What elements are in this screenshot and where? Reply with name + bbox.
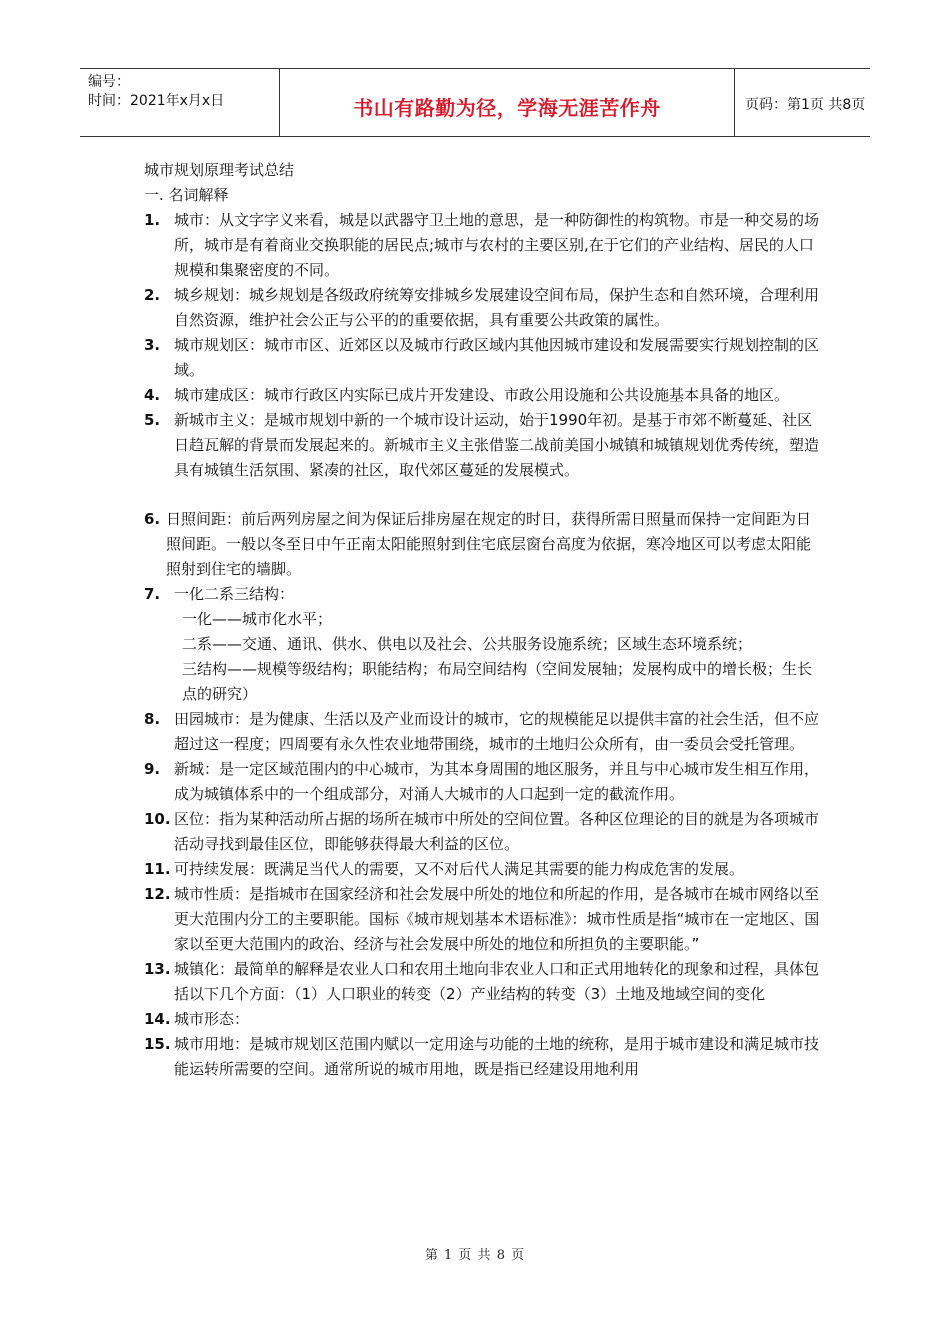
list-item	[144, 1032, 824, 1082]
page-footer: 第 1 页 共 8 页	[424, 1248, 526, 1263]
item-number: 3.	[144, 336, 161, 354]
item-number: 8.	[144, 710, 161, 728]
blank-line	[144, 483, 824, 507]
document-title: 城市规划原理考试总结	[144, 161, 295, 179]
item-text: 新城市主义：是城市规划中新的一个城市设计运动，始于1990年初。是基于市郊不断蔓延、社区日趋瓦解的背景而发展起来的。新城市主义主张借鉴二战前美国小城镇和城镇规划优秀传统，塑造具有城镇生活氛围、紧凑的社区，取代郊区蔓延的发展模式。	[174, 411, 820, 479]
header-motto-cell	[280, 69, 735, 136]
item-number: 4.	[144, 386, 161, 404]
list-item	[144, 1007, 824, 1032]
item-text: 城市：从文字字义来看，城是以武器守卫土地的意思，是一种防御性的构筑物。市是一种交易的场所，城市是有着商业交换职能的居民点;城市与农村的主要区别,在于它们的产业结构、居民的人口规模和集聚密度的不同。	[174, 211, 820, 279]
item-number: 1.	[144, 211, 161, 229]
item-number: 10.	[144, 810, 171, 828]
item-number: 11.	[144, 860, 171, 878]
list-item	[144, 208, 824, 283]
list-item	[144, 507, 824, 582]
item7-sub-line: 一化——城市化水平；	[182, 610, 333, 628]
list-item	[144, 707, 824, 757]
item-number: 5.	[144, 411, 161, 429]
item-text: 城市性质：是指城市在国家经济和社会发展中所处的地位和所起的作用，是各城市在城市网络以至更大范围内分工的主要职能。国标《城市规划基本术语标准》：城市性质是指“城市在一定地区、国家以至更大范围内的政治、经济与社会发展中所处的地位和所担负的主要职能。”	[174, 885, 820, 953]
item-text: 城镇化：最简单的解释是农业人口和农用土地向非农业人口和正式用地转化的现象和过程，具体包括以下几个方面：（1）人口职业的转变（2）产业结构的转变（3）土地及地域空间的变化	[174, 960, 820, 1003]
item-text: 田园城市：是为健康、生活以及产业而设计的城市，它的规模能足以提供丰富的社会生活，但不应超过这一程度；四周要有永久性农业地带围绕，城市的土地归公众所有，由一委员会受托管理。	[174, 710, 820, 753]
list-item	[144, 882, 824, 957]
document-body	[144, 158, 824, 1082]
item-text: 城市形态：	[174, 1010, 250, 1028]
item7-sub-line: 三结构——规模等级结构；职能结构；布局空间结构（空间发展轴；发展构成中的增长极；生长点的研究）	[182, 660, 813, 703]
header-page-cell	[735, 69, 870, 136]
item-number: 15.	[144, 1035, 171, 1053]
header-meta-cell	[80, 69, 280, 136]
item-number: 14.	[144, 1010, 171, 1028]
item-number: 6.	[144, 510, 161, 528]
page-code: 页码：第1页 共8页	[745, 97, 866, 113]
section-heading: 一. 名词解释	[144, 186, 229, 204]
list-item	[144, 408, 824, 483]
item-text: 区位：指为某种活动所占据的场所在城市中所处的空间位置。各种区位理论的目的就是为各项城市活动寻找到最佳区位，即能够获得最大利益的区位。	[174, 810, 820, 853]
list-item	[144, 333, 824, 383]
item-number: 9.	[144, 760, 161, 778]
list-item	[144, 857, 824, 882]
header-table	[80, 68, 870, 137]
item-number: 2.	[144, 286, 161, 304]
list-item	[144, 807, 824, 857]
serial-label: 编号：	[88, 74, 130, 90]
list-item	[144, 582, 824, 707]
item-text: 城市建成区：城市行政区内实际已成片开发建设、市政公用设施和公共设施基本具备的地区。	[174, 386, 790, 404]
item-text: 城市规划区：城市市区、近郊区以及城市行政区域内其他因城市建设和发展需要实行规划控制的区域。	[174, 336, 820, 379]
motto: 书山有路勤为径，学海无涯苦作舟	[353, 96, 661, 120]
date-line: 时间：2021年x月x日	[88, 93, 225, 109]
item-number: 13.	[144, 960, 171, 978]
item7-sub-line: 二系——交通、通讯、供水、供电以及社会、公共服务设施系统；区域生态环境系统；	[182, 635, 753, 653]
list-item	[144, 757, 824, 807]
item-number: 12.	[144, 885, 171, 903]
list-item	[144, 283, 824, 333]
item-text: 日照间距：前后两列房屋之间为保证后排房屋在规定的时日，获得所需日照量而保持一定间距为日照间距。一般以冬至日中午正南太阳能照射到住宅底层窗台高度为依据，寒冷地区可以考虑太阳能照射到住宅的墙脚。	[166, 510, 812, 578]
item-text: 可持续发展：既满足当代人的需要，又不对后代人满足其需要的能力构成危害的发展。	[174, 860, 745, 878]
list-item	[144, 383, 824, 408]
list-item	[144, 957, 824, 1007]
item-text: 新城：是一定区域范围内的中心城市，为其本身周围的地区服务，并且与中心城市发生相互作用，成为城镇体系中的一个组成部分，对涌人大城市的人口起到一定的截流作用。	[174, 760, 820, 803]
item-text: 一化二系三结构：	[174, 585, 295, 603]
item-text: 城市用地：是城市规划区范围内赋以一定用途与功能的土地的统称，是用于城市建设和满足城市技能运转所需要的空间。通常所说的城市用地，既是指已经建设用地利用	[174, 1035, 820, 1078]
item-number: 7.	[144, 585, 161, 603]
item-text: 城乡规划：城乡规划是各级政府统筹安排城乡发展建设空间布局，保护生态和自然环境，合理利用自然资源，维护社会公正与公平的的重要依据，具有重要公共政策的属性。	[174, 286, 820, 329]
